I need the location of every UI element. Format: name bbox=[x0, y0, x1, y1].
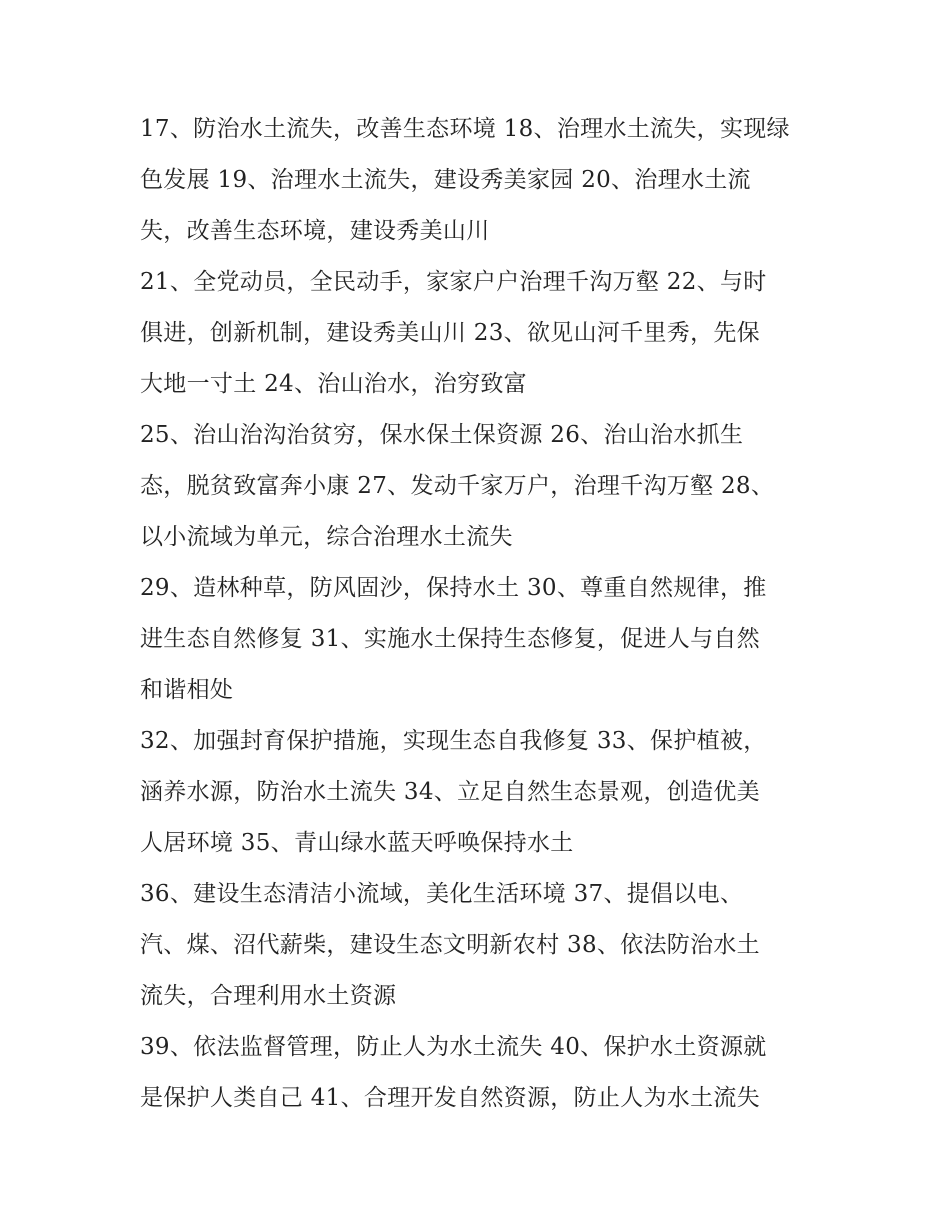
text-line: 36、建设生态清洁小流域，美化生活环境 37、提倡以电、 bbox=[140, 881, 744, 907]
paragraph-21-24 bbox=[140, 257, 820, 410]
paragraph-36-38 bbox=[140, 869, 820, 1022]
text-line: 是保护人类自己 41、合理开发自然资源，防止人为水土流失 bbox=[140, 1085, 760, 1111]
text-line: 流失，合理利用水土资源 bbox=[140, 983, 397, 1009]
text-line: 32、加强封育保护措施，实现生态自我修复 33、保护植被， bbox=[140, 728, 767, 754]
document-body bbox=[140, 104, 820, 1124]
text-line: 和谐相处 bbox=[140, 677, 234, 703]
text-line: 21、全党动员，全民动手，家家户户治理千沟万壑 22、与时 bbox=[140, 269, 767, 295]
text-line: 俱进，创新机制，建设秀美山川 23、欲见山河千里秀，先保 bbox=[140, 320, 760, 346]
text-line: 人居环境 35、青山绿水蓝天呼唤保持水土 bbox=[140, 830, 574, 856]
text-line: 涵养水源，防治水土流失 34、立足自然生态景观，创造优美 bbox=[140, 779, 760, 805]
text-line: 25、治山治沟治贫穷，保水保土保资源 26、治山治水抓生 bbox=[140, 422, 744, 448]
paragraph-25-28 bbox=[140, 410, 820, 563]
text-line: 进生态自然修复 31、实施水土保持生态修复，促进人与自然 bbox=[140, 626, 760, 652]
text-line: 色发展 19、治理水土流失，建设秀美家园 20、治理水土流 bbox=[140, 167, 751, 193]
text-line: 17、防治水土流失，改善生态环境 18、治理水土流失，实现绿 bbox=[140, 116, 790, 142]
text-line: 大地一寸土 24、治山治水，治穷致富 bbox=[140, 371, 527, 397]
paragraph-32-35 bbox=[140, 716, 820, 869]
paragraph-29-31 bbox=[140, 563, 820, 716]
text-line: 29、造林种草，防风固沙，保持水土 30、尊重自然规律，推 bbox=[140, 575, 767, 601]
text-line: 以小流域为单元，综合治理水土流失 bbox=[140, 524, 513, 550]
paragraph-17-20 bbox=[140, 104, 820, 257]
text-line: 失，改善生态环境，建设秀美山川 bbox=[140, 218, 490, 244]
paragraph-39-41 bbox=[140, 1022, 820, 1124]
text-line: 汽、煤、沼代薪柴，建设生态文明新农村 38、依法防治水土 bbox=[140, 932, 760, 958]
text-line: 39、依法监督管理，防止人为水土流失 40、保护水土资源就 bbox=[140, 1034, 767, 1060]
text-line: 态，脱贫致富奔小康 27、发动千家万户，治理千沟万壑 28、 bbox=[140, 473, 775, 499]
